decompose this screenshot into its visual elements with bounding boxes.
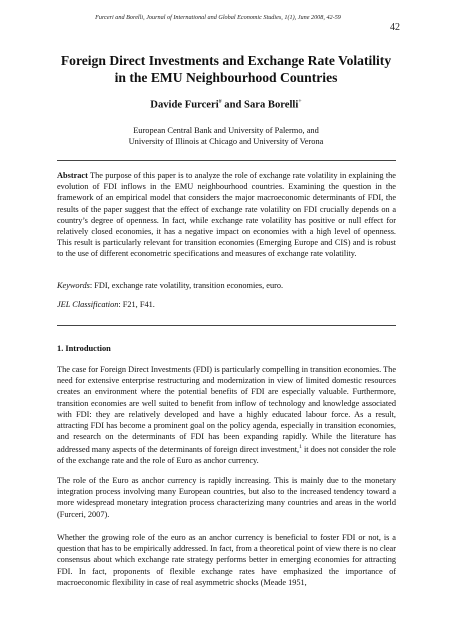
abstract bbox=[57, 170, 396, 260]
affiliations bbox=[40, 125, 412, 147]
footnote-mark: 1 bbox=[299, 444, 302, 451]
jel-text: : F21, F41. bbox=[118, 300, 155, 309]
jel-classification bbox=[57, 299, 396, 310]
author-2: Sara Borelli bbox=[244, 99, 299, 111]
keywords bbox=[57, 280, 396, 291]
jel-label: JEL Classification bbox=[57, 300, 119, 309]
section-heading: 1. Introduction bbox=[57, 344, 111, 353]
author-1: Davide Furceri bbox=[150, 99, 219, 111]
author-connector: and bbox=[221, 99, 245, 111]
intro-p3-text: Whether the growing role of the euro as an anchor currency is beneficial to foster FDI or not, is a question that has to be empirically addressed. In fact, from a theoretical point of view there is no clear consensus about which exchange rate strategy performs better in emerging economies for attracting FDI. In fact, proponents of flexible exchange rates have emphasized the importance of macroeconomic flexibility in case of real asymmetric shocks (Meade 1951, bbox=[57, 533, 396, 587]
abstract-top-rule bbox=[57, 160, 396, 161]
title-line-2: in the EMU Neighbourhood Countries bbox=[114, 70, 338, 85]
intro-p1-text: The case for Foreign Direct Investments (FDI) is particularly compelling in transition economies. The need for extensive enterprise restructuring and modernization in view of limited domestic resources creates an environment where the potential benefits of FDI are especially valuable. Furthermore, transition economies are well suited to benefit from inflow of technology and knowledge associated with FDI: they are relatively developed and have a highly educated labour force. As a result, attracting FDI has become a prominent goal on the policy agenda, especially in transition economies, and research on the determinants of FDI has been expanding rapidly. While the literature has addressed many aspects of the determinants of foreign direct investment, bbox=[57, 365, 396, 455]
intro-p2-text: The role of the Euro as anchor currency is rapidly increasing. This is mainly due to the monetary integration process involving many European countries, but also to the increased tendency toward a more widespread monetary integration process characterizing many countries and areas in the world (Furceri, 2007). bbox=[57, 476, 396, 519]
author-2-mark: + bbox=[298, 99, 302, 105]
intro-paragraph-1 bbox=[57, 364, 396, 467]
author-line bbox=[40, 99, 412, 111]
title-line-1: Foreign Direct Investments and Exchange Rate Volatility bbox=[60, 53, 392, 68]
running-head: Furceri and Borelli, Journal of International and Global Economic Studies, 1(1), June 2008, 42-59 bbox=[95, 14, 341, 21]
author-1-mark: # bbox=[218, 99, 222, 105]
abstract-text: The purpose of this paper is to analyze the role of exchange rate volatility in explaining the evolution of FDI inflows in the EMU neighbourhood countries. Examining the question in the framework of an empirical model that considers the major macroeconomic determinants of FDI, the results of the paper suggest that the effect of exchange rate volatility on FDI crucially depends on a country’s degree of openness. In fact, while exchange rate volatility has positive or null effect for relatively closed economies, it has a negative impact on economies with a high level of openness. This result is particularly relevant for transition economies (Emerging Europe and CIS) and is robust to the use of different econometric specifications and measures of exchange rate volatility. bbox=[57, 171, 396, 259]
paper-title bbox=[40, 52, 412, 86]
intro-p1-tail: it does not consider the role of the exchange rate and the role of Euro as anchor currency. bbox=[57, 445, 396, 466]
keywords-text: : FDI, exchange rate volatility, transition economies, euro. bbox=[89, 281, 284, 290]
intro-paragraph-3 bbox=[57, 532, 396, 588]
affiliation-line-1: European Central Bank and University of Palermo, and bbox=[133, 126, 319, 135]
affiliation-line-2: University of Illinois at Chicago and University of Verona bbox=[128, 137, 324, 146]
abstract-bottom-rule bbox=[57, 325, 396, 326]
abstract-label: Abstract bbox=[57, 171, 88, 180]
keywords-label: Keywords bbox=[57, 281, 90, 290]
page-number: 42 bbox=[390, 22, 400, 33]
intro-paragraph-2 bbox=[57, 475, 396, 520]
